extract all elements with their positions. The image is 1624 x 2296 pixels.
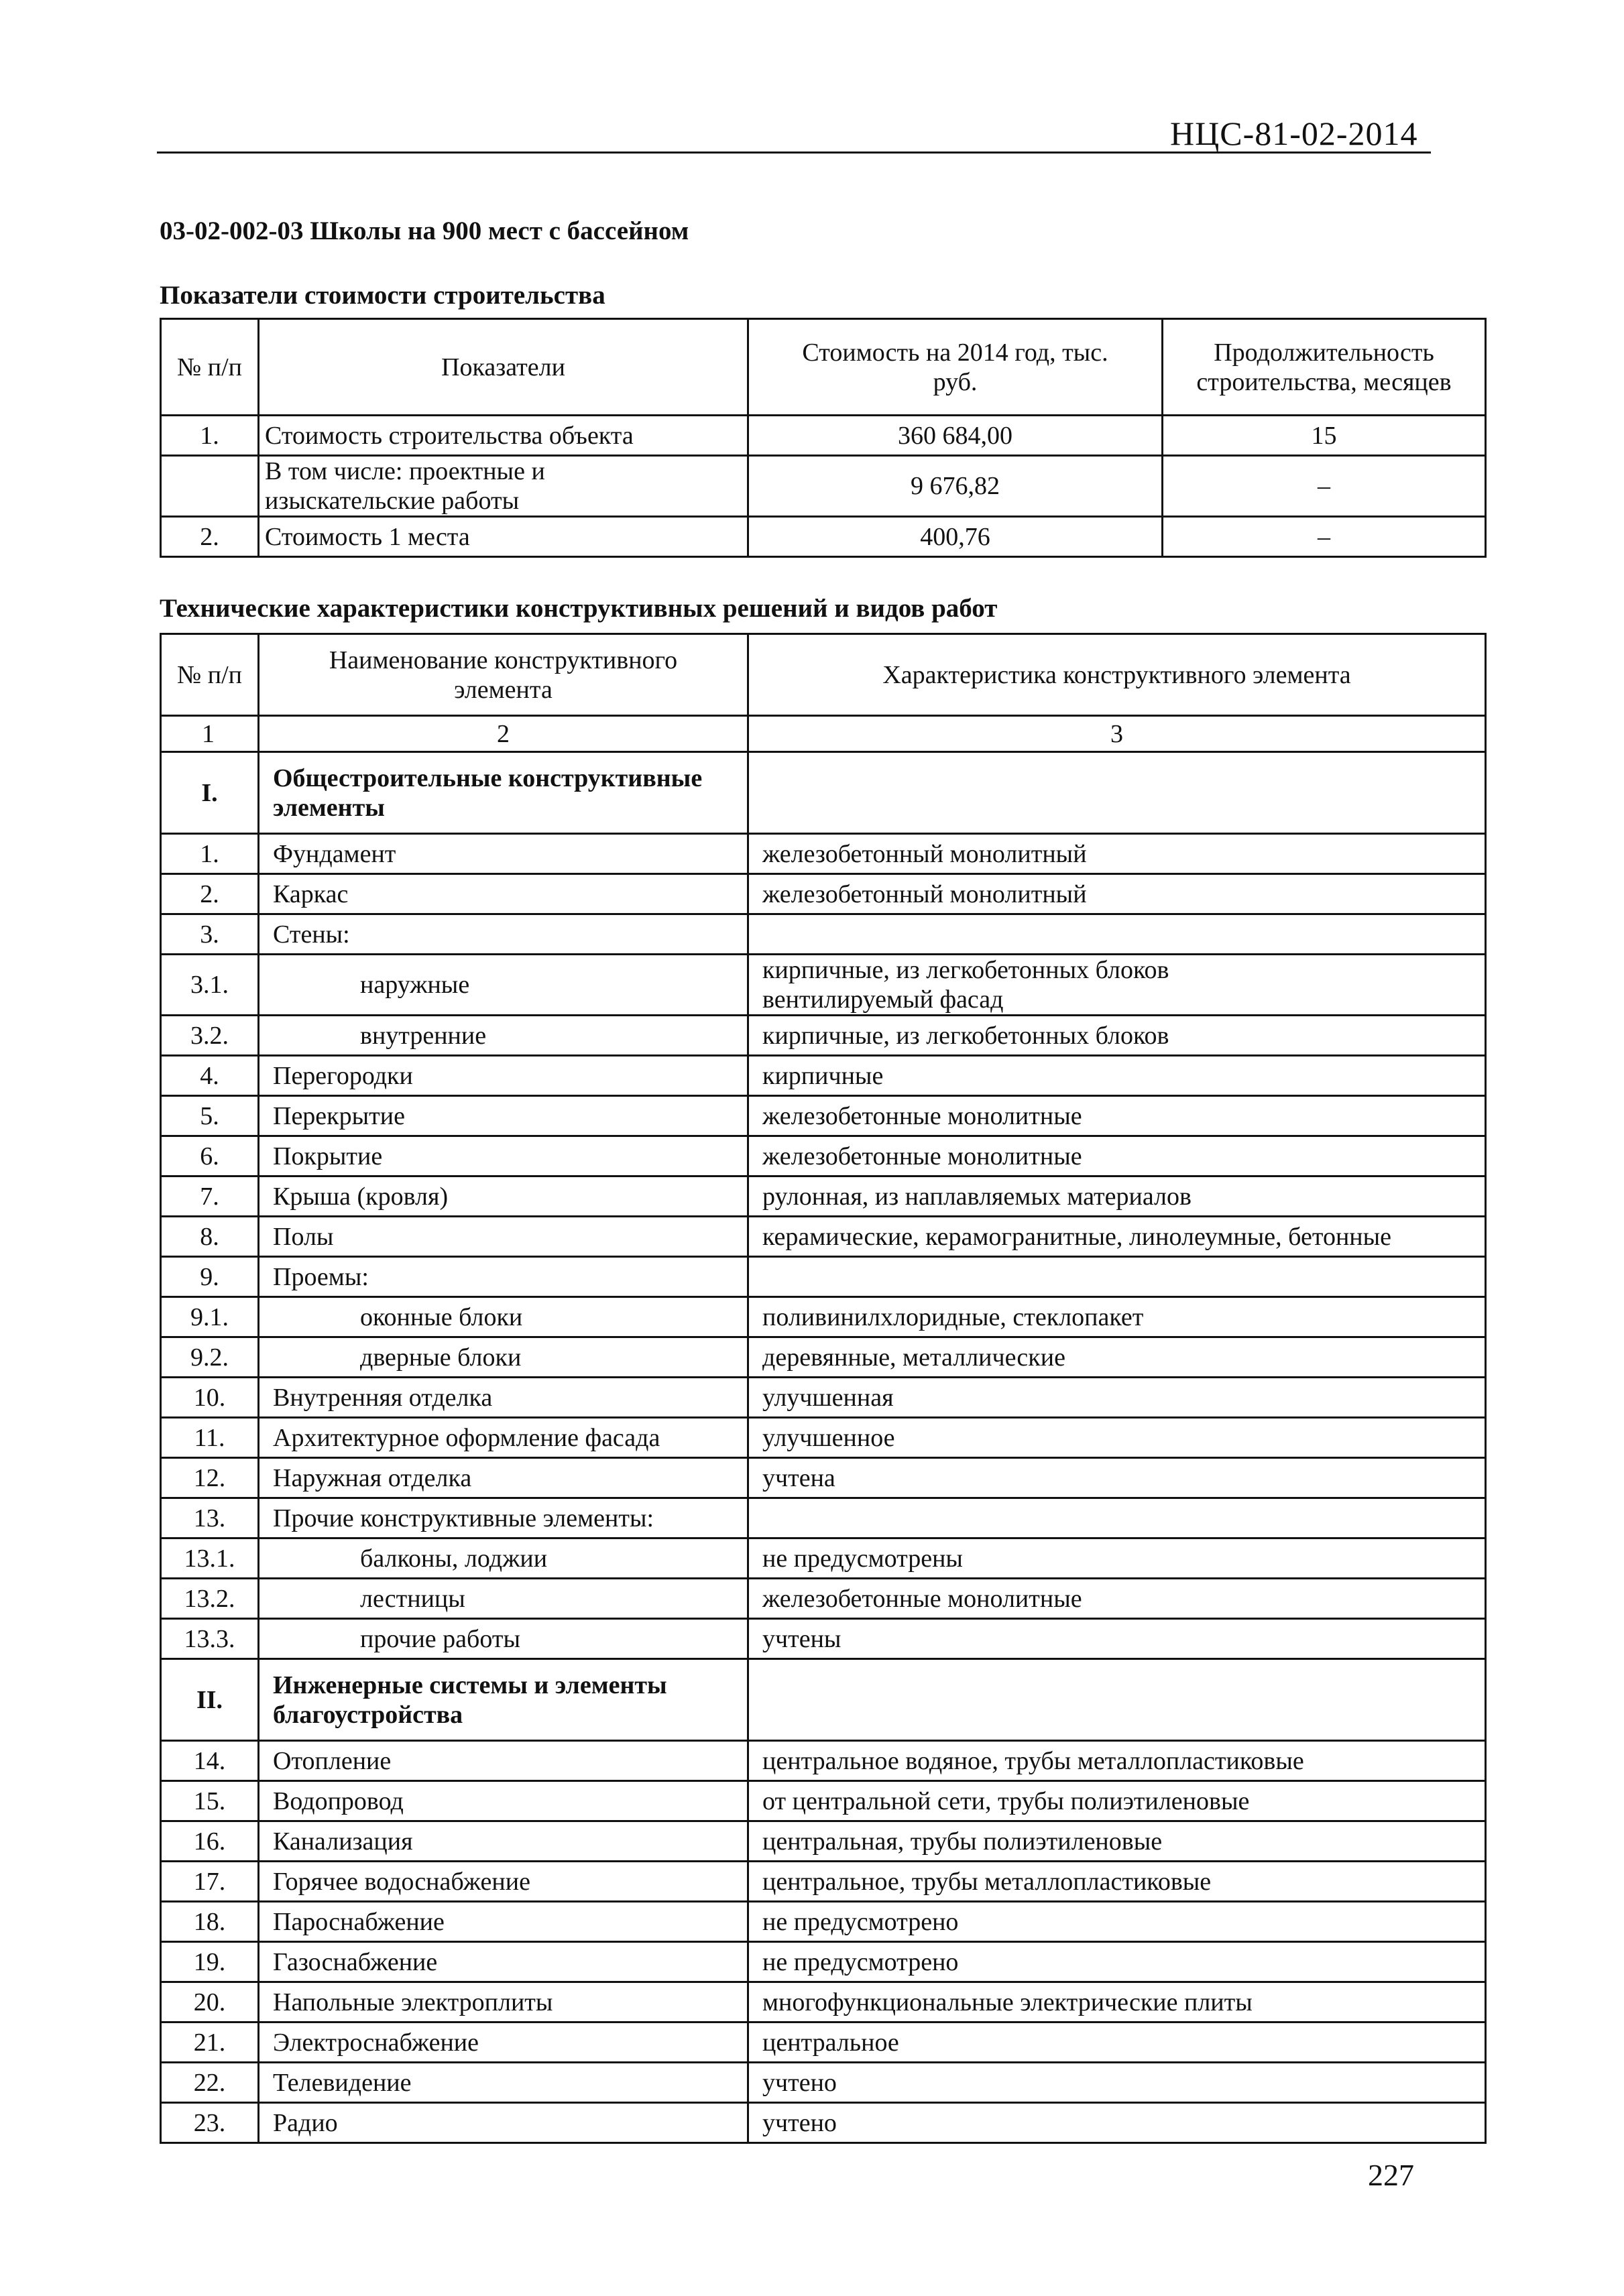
cell-element: Полы xyxy=(259,1217,748,1257)
table-row xyxy=(161,1217,1486,1257)
cell-num: 1. xyxy=(161,834,259,874)
table-row xyxy=(161,1538,1486,1579)
cell-characteristic: улучшенная xyxy=(748,1378,1486,1418)
cell-num: 10. xyxy=(161,1378,259,1418)
cell-num: 23. xyxy=(161,2103,259,2143)
table-row xyxy=(161,1579,1486,1619)
cell-num: 13. xyxy=(161,1498,259,1538)
cell-element: Канализация xyxy=(259,1821,748,1862)
table-row xyxy=(161,1498,1486,1538)
page-number: 227 xyxy=(1368,2158,1414,2192)
table-row xyxy=(161,1378,1486,1418)
table-row xyxy=(161,1418,1486,1458)
cell-duration: – xyxy=(1163,517,1486,557)
table-row xyxy=(161,1257,1486,1297)
table-row xyxy=(161,1942,1486,1982)
table-row xyxy=(161,874,1486,914)
table-row xyxy=(161,1821,1486,1862)
table-row xyxy=(161,456,1486,517)
table-row xyxy=(161,1902,1486,1942)
cell-element: Газоснабжение xyxy=(259,1942,748,1982)
table-row xyxy=(161,1659,1486,1741)
cell-element: Покрытие xyxy=(259,1136,748,1176)
table-row xyxy=(161,1781,1486,1821)
cell-num: 12. xyxy=(161,1458,259,1498)
table-row xyxy=(161,1136,1486,1176)
header-element: Наименование конструктивного элемента xyxy=(259,634,748,716)
table-row xyxy=(161,752,1486,834)
cell-num: 9. xyxy=(161,1257,259,1297)
tech-section-title: Технические характеристики конструктивных решений и видов работ xyxy=(160,594,998,623)
cell-num: 7. xyxy=(161,1176,259,1217)
cell-characteristic: железобетонные монолитные xyxy=(748,1096,1486,1136)
cell-characteristic: центральное xyxy=(748,2022,1486,2063)
cell-num xyxy=(161,456,259,517)
table-row xyxy=(161,1297,1486,1337)
cell-num: 1. xyxy=(161,416,259,456)
header-num: № п/п xyxy=(161,319,259,416)
cell-element: Проемы: xyxy=(259,1257,748,1297)
cell-element: Перегородки xyxy=(259,1056,748,1096)
cell-characteristic: железобетонный монолитный xyxy=(748,834,1486,874)
cell-element: дверные блоки xyxy=(259,1337,748,1378)
header-characteristic: Характеристика конструктивного элемента xyxy=(748,634,1486,716)
cell-num: 3.2. xyxy=(161,1016,259,1056)
cell-characteristic: центральная, трубы полиэтиленовые xyxy=(748,1821,1486,1862)
cell-element: оконные блоки xyxy=(259,1297,748,1337)
cell-element: внутренние xyxy=(259,1016,748,1056)
table-row xyxy=(161,1176,1486,1217)
cell-element: балконы, лоджии xyxy=(259,1538,748,1579)
table-row xyxy=(161,1619,1486,1659)
cell-element: Напольные электроплиты xyxy=(259,1982,748,2022)
cell-characteristic: учтена xyxy=(748,1458,1486,1498)
tech-table-column-numbers xyxy=(161,716,1486,752)
cell-element: Отопление xyxy=(259,1741,748,1781)
cell-element: Электроснабжение xyxy=(259,2022,748,2063)
cell-characteristic: не предусмотрены xyxy=(748,1538,1486,1579)
header-duration: Продолжительность строительства, месяцев xyxy=(1163,319,1486,416)
cell-num: 9.1. xyxy=(161,1297,259,1337)
cell-num: 22. xyxy=(161,2063,259,2103)
table-row xyxy=(161,1337,1486,1378)
cell-characteristic: учтено xyxy=(748,2063,1486,2103)
cell-num: 4. xyxy=(161,1056,259,1096)
cell-element: Общестроительные конструктивные элементы xyxy=(259,752,748,834)
cell-num: 18. xyxy=(161,1902,259,1942)
cell-element: наружные xyxy=(259,955,748,1016)
cell-element: прочие работы xyxy=(259,1619,748,1659)
document-title: 03-02-002-03 Школы на 900 мест с бассейном xyxy=(160,217,689,245)
cell-num: 5. xyxy=(161,1096,259,1136)
cell-element: Горячее водоснабжение xyxy=(259,1862,748,1902)
cell-num: 19. xyxy=(161,1942,259,1982)
cell-element: Прочие конструктивные элементы: xyxy=(259,1498,748,1538)
cell-element: Фундамент xyxy=(259,834,748,874)
cell-element: Пароснабжение xyxy=(259,1902,748,1942)
cell-num: 6. xyxy=(161,1136,259,1176)
table-row xyxy=(161,1862,1486,1902)
cell-num: 14. xyxy=(161,1741,259,1781)
cell-characteristic: от центральной сети, трубы полиэтиленовые xyxy=(748,1781,1486,1821)
cell-element: Стены: xyxy=(259,914,748,955)
cell-num: 16. xyxy=(161,1821,259,1862)
cell-element: Телевидение xyxy=(259,2063,748,2103)
table-row xyxy=(161,914,1486,955)
table-row xyxy=(161,1458,1486,1498)
cell-indicator: В том числе: проектные и изыскательские работы xyxy=(259,456,748,517)
cell-characteristic: многофункциональные электрические плиты xyxy=(748,1982,1486,2022)
cell-element: Внутренняя отделка xyxy=(259,1378,748,1418)
table-row xyxy=(161,2063,1486,2103)
cell-num: 20. xyxy=(161,1982,259,2022)
cell-num: 2. xyxy=(161,517,259,557)
cell-characteristic: керамические, керамогранитные, линолеумные, бетонные xyxy=(748,1217,1486,1257)
table-row xyxy=(161,1096,1486,1136)
cell-characteristic xyxy=(748,1257,1486,1297)
cell-num: 17. xyxy=(161,1862,259,1902)
table-row xyxy=(161,2103,1486,2143)
cell-characteristic: деревянные, металлические xyxy=(748,1337,1486,1378)
cell-num: 15. xyxy=(161,1781,259,1821)
cell-element: Крыша (кровля) xyxy=(259,1176,748,1217)
cell-num: 2. xyxy=(161,874,259,914)
table-row xyxy=(161,834,1486,874)
cell-characteristic: центральное, трубы металлопластиковые xyxy=(748,1862,1486,1902)
cell-element: Архитектурное оформление фасада xyxy=(259,1418,748,1458)
cell-characteristic: железобетонные монолитные xyxy=(748,1579,1486,1619)
cell-duration: 15 xyxy=(1163,416,1486,456)
cell-characteristic: рулонная, из наплавляемых материалов xyxy=(748,1176,1486,1217)
cell-characteristic: центральное водяное, трубы металлопластиковые xyxy=(748,1741,1486,1781)
cell-characteristic xyxy=(748,1498,1486,1538)
cell-num: II. xyxy=(161,1659,259,1741)
cell-characteristic: улучшенное xyxy=(748,1418,1486,1458)
cell-num: 9.2. xyxy=(161,1337,259,1378)
cell-num: 21. xyxy=(161,2022,259,2063)
cell-element: Водопровод xyxy=(259,1781,748,1821)
cell-characteristic: не предусмотрено xyxy=(748,1902,1486,1942)
cell-characteristic: кирпичные, из легкобетонных блоков вентилируемый фасад xyxy=(748,955,1486,1016)
cell-element: Наружная отделка xyxy=(259,1458,748,1498)
cell-characteristic: железобетонные монолитные xyxy=(748,1136,1486,1176)
col-number-2: 2 xyxy=(259,716,748,752)
document-code: НЦС-81-02-2014 xyxy=(1170,115,1418,152)
table-row xyxy=(161,416,1486,456)
cell-characteristic: кирпичные xyxy=(748,1056,1486,1096)
cell-element: Инженерные системы и элементы благоустройства xyxy=(259,1659,748,1741)
cell-num: 13.2. xyxy=(161,1579,259,1619)
cell-cost: 9 676,82 xyxy=(748,456,1163,517)
cell-characteristic: поливинилхлоридные, стеклопакет xyxy=(748,1297,1486,1337)
cell-element: Радио xyxy=(259,2103,748,2143)
col-number-3: 3 xyxy=(748,716,1486,752)
cell-characteristic: кирпичные, из легкобетонных блоков xyxy=(748,1016,1486,1056)
cell-cost: 360 684,00 xyxy=(748,416,1163,456)
cell-characteristic: учтено xyxy=(748,2103,1486,2143)
cell-element: Каркас xyxy=(259,874,748,914)
cost-section-title: Показатели стоимости строительства xyxy=(160,281,605,310)
cell-num: I. xyxy=(161,752,259,834)
header-indicator: Показатели xyxy=(259,319,748,416)
table-row xyxy=(161,955,1486,1016)
cell-num: 11. xyxy=(161,1418,259,1458)
cell-num: 13.3. xyxy=(161,1619,259,1659)
cell-element: Перекрытие xyxy=(259,1096,748,1136)
cell-num: 8. xyxy=(161,1217,259,1257)
cost-table-header-row xyxy=(161,319,1486,416)
table-row xyxy=(161,1982,1486,2022)
table-row xyxy=(161,1056,1486,1096)
cell-duration: – xyxy=(1163,456,1486,517)
table-row xyxy=(161,1741,1486,1781)
cell-num: 3. xyxy=(161,914,259,955)
cell-characteristic xyxy=(748,914,1486,955)
table-row xyxy=(161,2022,1486,2063)
tech-table xyxy=(160,633,1487,2144)
cell-num: 13.1. xyxy=(161,1538,259,1579)
cell-indicator: Стоимость строительства объекта xyxy=(259,416,748,456)
cell-characteristic xyxy=(748,1659,1486,1741)
cell-characteristic xyxy=(748,752,1486,834)
cost-table xyxy=(160,318,1487,558)
table-row xyxy=(161,1016,1486,1056)
cell-element: лестницы xyxy=(259,1579,748,1619)
cell-characteristic: учтены xyxy=(748,1619,1486,1659)
col-number-1: 1 xyxy=(161,716,259,752)
cell-num: 3.1. xyxy=(161,955,259,1016)
tech-table-header-row xyxy=(161,634,1486,716)
cell-cost: 400,76 xyxy=(748,517,1163,557)
cell-characteristic: железобетонный монолитный xyxy=(748,874,1486,914)
header-rule xyxy=(157,152,1431,154)
cell-characteristic: не предусмотрено xyxy=(748,1942,1486,1982)
table-row xyxy=(161,517,1486,557)
header-num: № п/п xyxy=(161,634,259,716)
cell-indicator: Стоимость 1 места xyxy=(259,517,748,557)
header-cost: Стоимость на 2014 год, тыс. руб. xyxy=(748,319,1163,416)
